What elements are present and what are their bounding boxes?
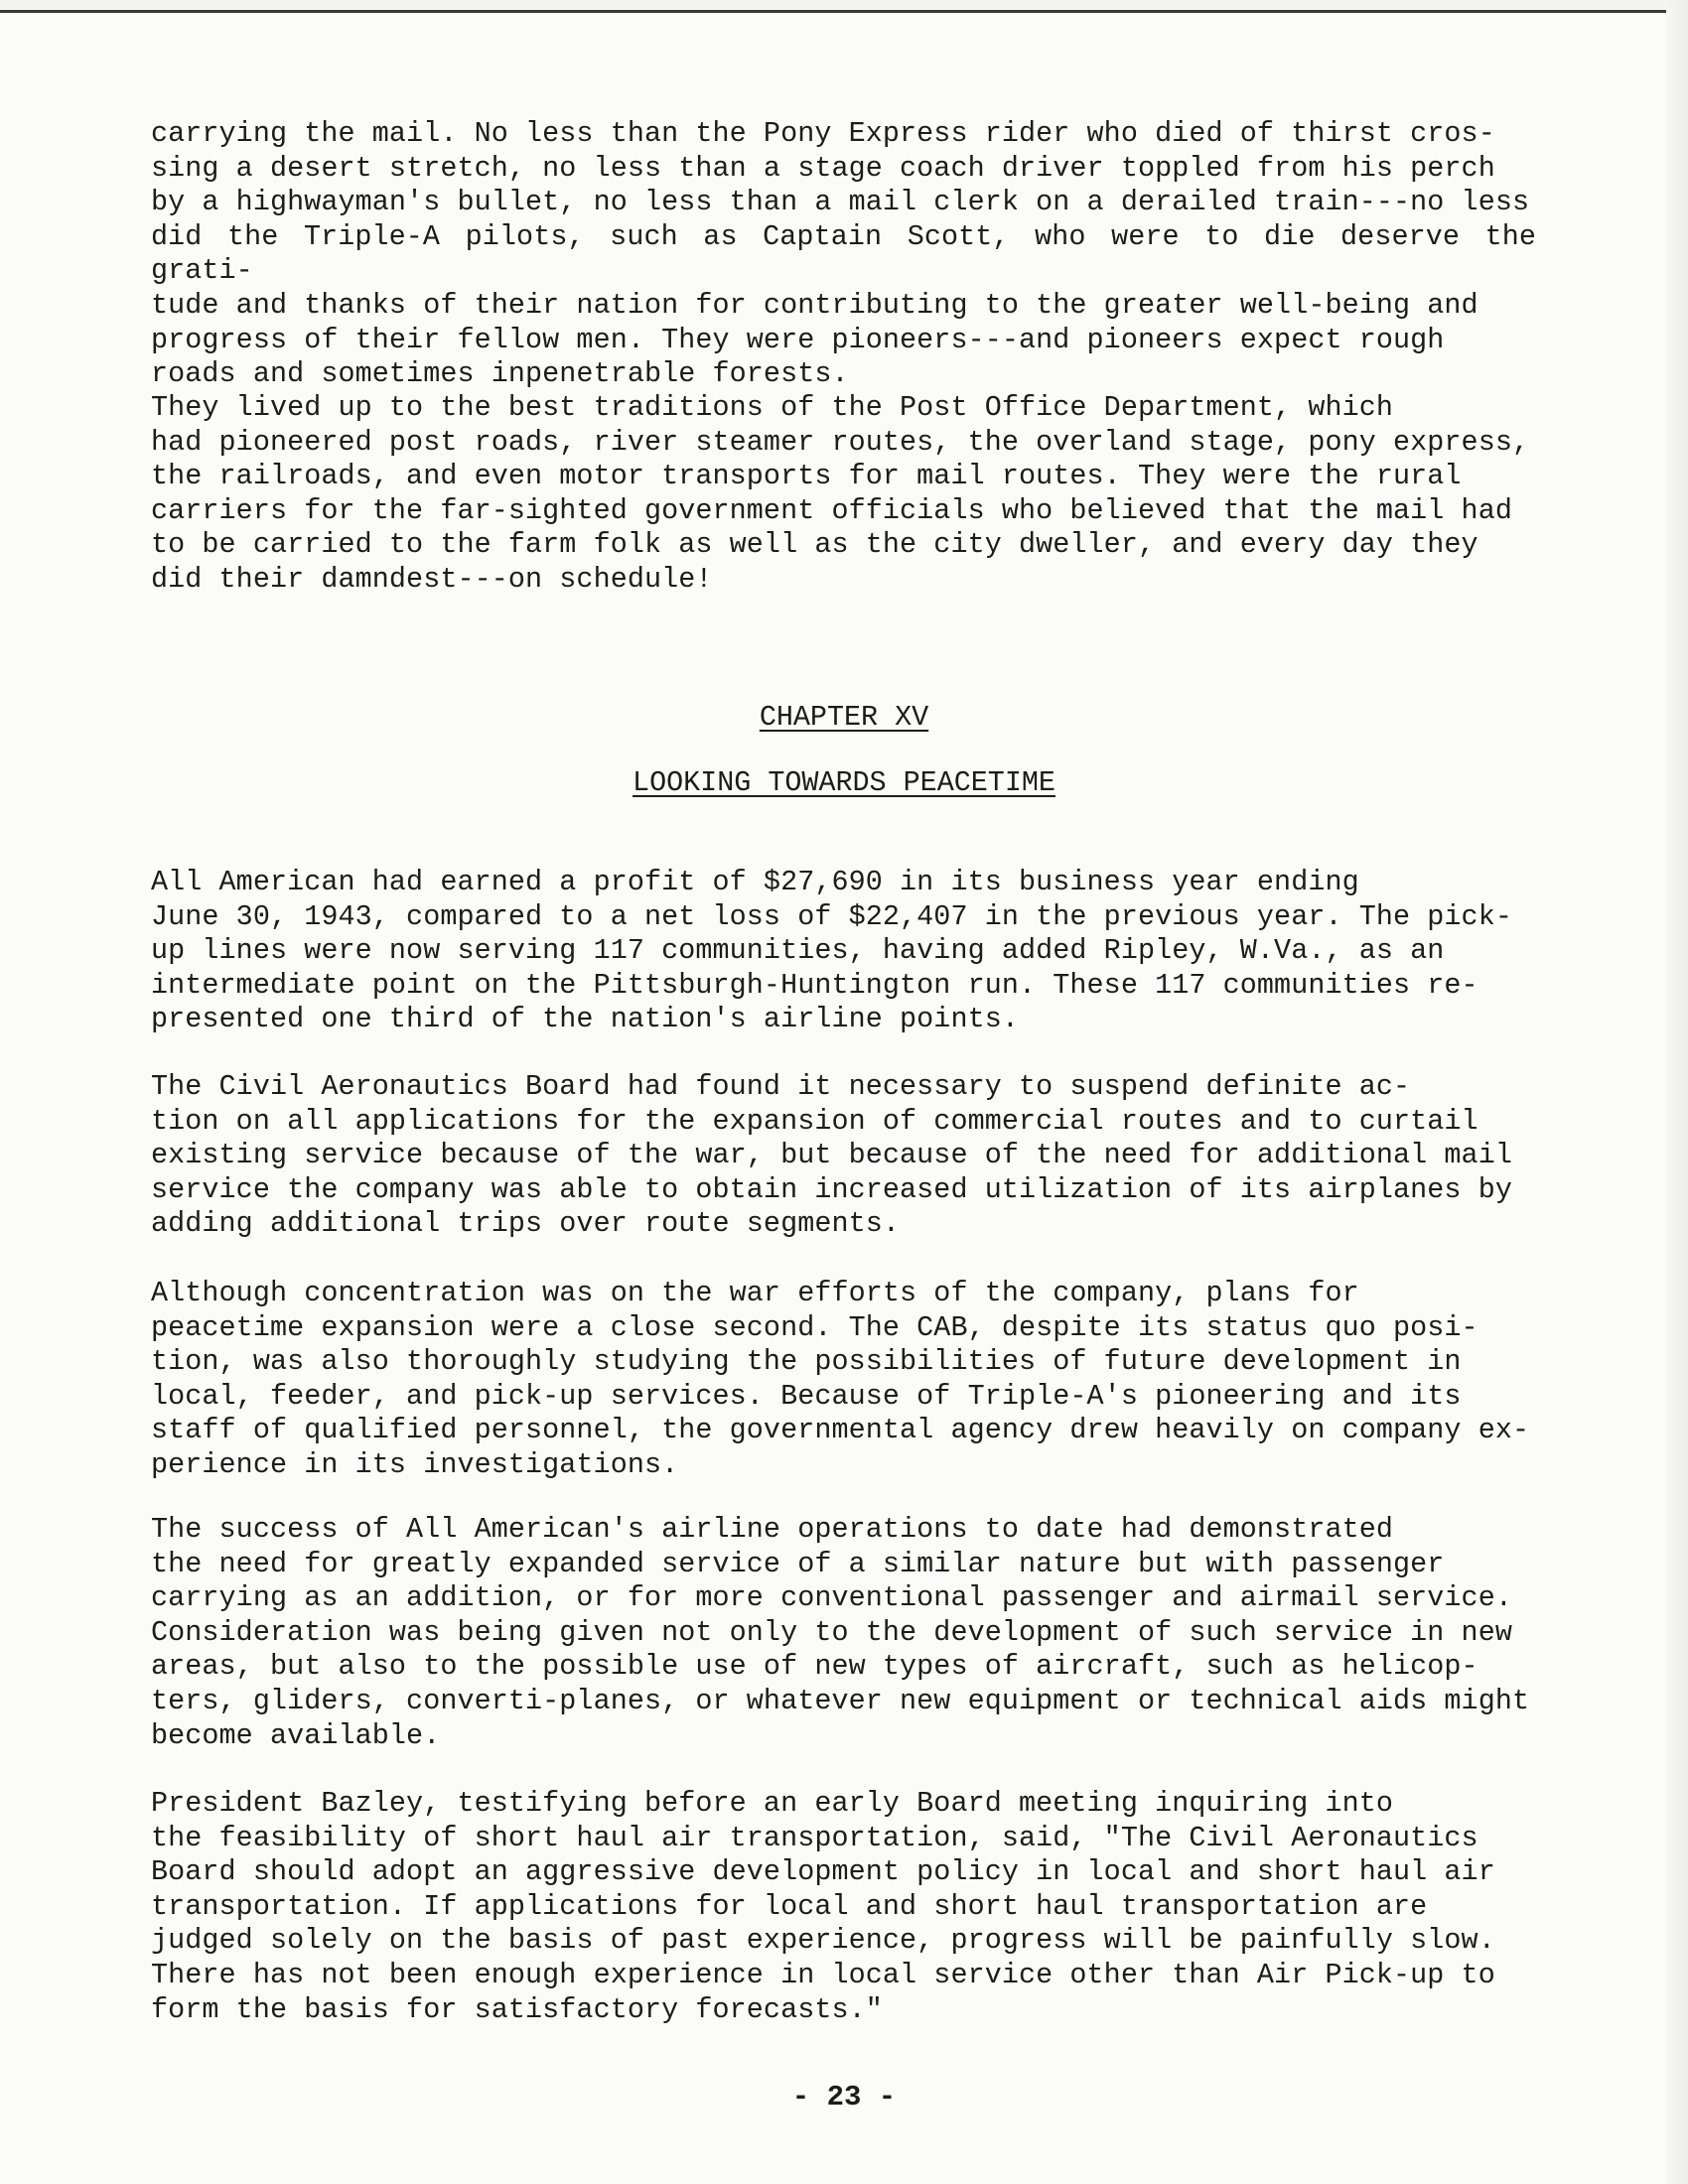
paragraph-2: They lived up to the best traditions of the Post Office Department, which had pioneered post roads, river steamer routes, the overland stage, pony express, the railroads, and even motor transports for mail routes. They were the rural carriers for the far-sighted government officials who believed that the mail had to be carried to the farm folk as well as the city dweller, and every day they did their damndest---on schedule! bbox=[151, 391, 1530, 596]
paragraph-3: All American had earned a profit of $27,690 in its business year ending June 30, 1943, compared to a net loss of $22,407 in the previous year. The pick- up lines were now serving 117 communities, having added Ripley, W.Va., as an intermediate point on the Pittsburgh-Huntington run. These 117 communities re- presented one third of the nation's airline points. bbox=[151, 866, 1512, 1036]
page-top-edge bbox=[0, 0, 1688, 13]
paragraph-7: President Bazley, testifying before an early Board meeting inquiring into the feasibility of short haul air transportation, said, "The Civil Aeronautics Board should adopt an aggressive development policy in local and short haul air transportation. If applications for local and short haul transportation are judged solely on the basis of past experience, progress will be painfully slow. There has not been enough experience in local service other than Air Pick-up to form the basis for satisfactory forecasts." bbox=[151, 1787, 1495, 2026]
paragraph-1: carrying the mail. No less than the Pony Express rider who died of thirst cros- sing a desert stretch, no less than a stage coach driver toppled from his perch by a highwayman's bullet, no less than a mail clerk on a derailed train---no less did the Triple-A pilots, such as Captain Scott, who were to die deserve the grati- tude and thanks of their nation for contributing to the greater well-being and progress of their fellow men. They were pioneers---and pioneers expect rough roads and sometimes inpenetrable forests. bbox=[151, 117, 1536, 391]
chapter-title-text: LOOKING TOWARDS PEACETIME bbox=[633, 766, 1055, 799]
chapter-number-text: CHAPTER XV bbox=[759, 701, 929, 734]
paragraph-6: The success of All American's airline operations to date had demonstrated the need for greatly expanded service of a similar nature but with passenger carrying as an addition, or for more conventional passenger and airmail service. Consideration was being given not only to the development of such service in new areas, but also to the possible use of new types of aircraft, such as helicop- ters, gliders, converti-planes, or whatever new equipment or technical aids might become available. bbox=[151, 1513, 1530, 1752]
page-number: - 23 - bbox=[791, 2081, 897, 2114]
paragraph-5: Although concentration was on the war efforts of the company, plans for peacetime expansion were a close second. The CAB, despite its status quo posi- tion, was also thoroughly studying the possibilities of future development in local, feeder, and pick-up services. Because of Triple-A's pioneering and its staff of qualified personnel, the governmental agency drew heavily on company ex- perience in its investigations. bbox=[151, 1277, 1530, 1481]
page-right-edge bbox=[1666, 0, 1688, 2184]
paragraph-4: The Civil Aeronautics Board had found it necessary to suspend definite ac- tion on all applications for the expansion of commercial routes and to curtail existing service because of the war, but because of the need for additional mail service the company was able to obtain increased utilization of its airplanes by adding additional trips over route segments. bbox=[151, 1070, 1512, 1241]
chapter-number bbox=[0, 701, 1688, 735]
chapter-title bbox=[0, 766, 1688, 800]
